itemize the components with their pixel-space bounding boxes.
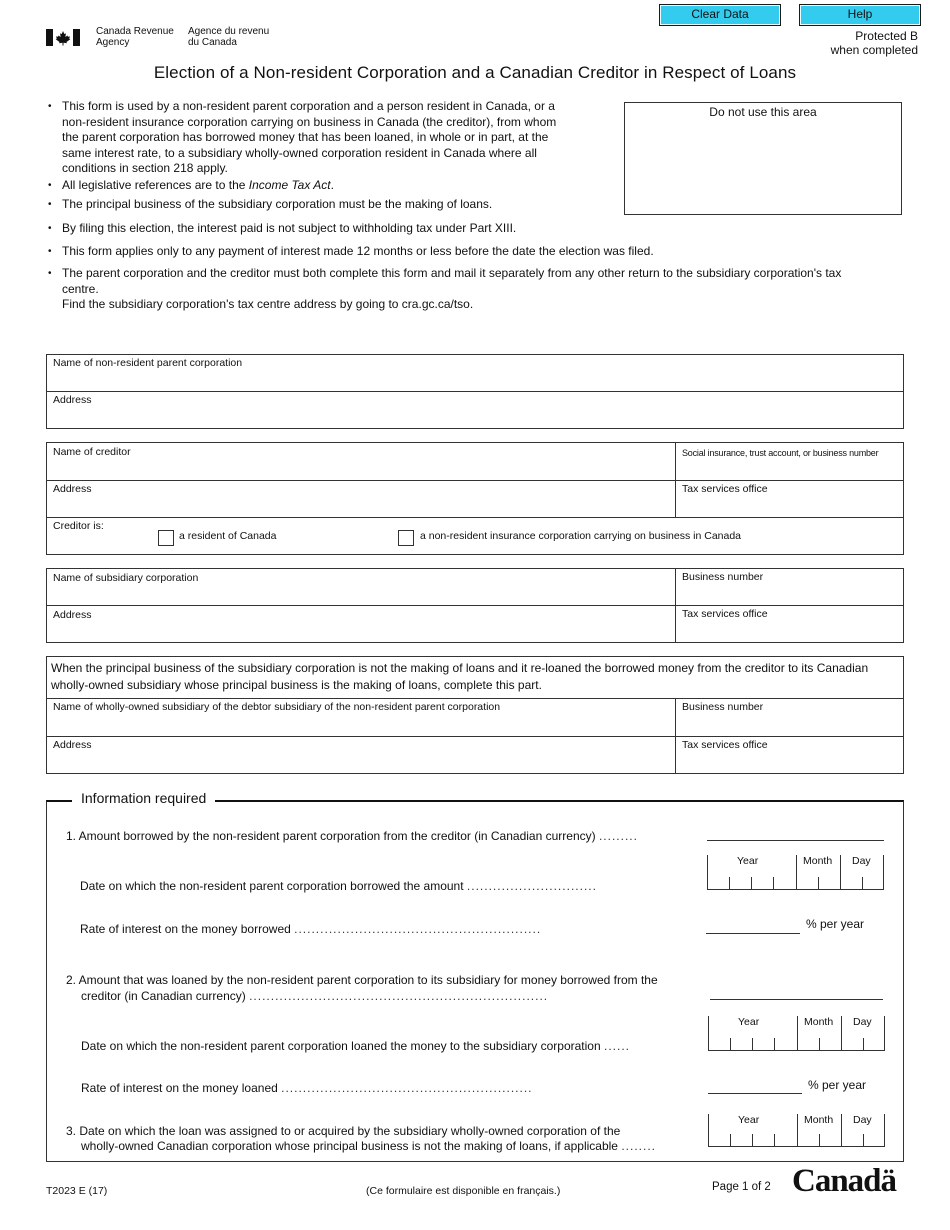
bullet-purpose: • This form is used by a non-resident parent corporation and a person resident in Canada, or a non-resident insurance corporation carrying on business in Canada (the creditor), from whom the parent corporation has borrowed money that has been loaned, in whole or in part, at the same interest rate, to a subsidiary wholly-owned corporation resident in Canada where all conditions in section 218 apply. (48, 99, 557, 175)
page-number: Page 1 of 2 (712, 1181, 771, 1193)
q2-rate-field[interactable] (708, 1075, 802, 1093)
q3-label: 3. Date on which the loan was assigned to or acquired by the subsidiary wholly-owned corporation of the wholly-owned Canadian corporation whose principal business is not the making of loans, if applicable ........ (66, 1124, 656, 1153)
clear-data-button[interactable]: Clear Data (659, 4, 781, 26)
parent-name-label: Name of non-resident parent corporation (53, 357, 243, 369)
wholly-owned-intro: When the principal business of the subsidiary corporation is not the making of loans and it re-loaned the borrowed money from the creditor to its Canadian wholly-owned subsidiary whose principal business is the making of loans, complete this part. (51, 661, 869, 692)
creditor-tso-field[interactable] (676, 481, 903, 516)
agency-name-en: Canada Revenue Agency (96, 26, 174, 48)
subsidiary-address-label: Address (53, 609, 92, 621)
agency-name-fr: Agence du revenu du Canada (188, 26, 270, 48)
bullet-principal-business: • The principal business of the subsidiary corporation must be the making of loans. (48, 197, 493, 211)
nonresident-insurance-label: a non-resident insurance corporation carrying on business in Canada (420, 530, 742, 542)
wholly-address-field[interactable] (47, 737, 674, 773)
bullet-legislative: • All legislative references are to the Income Tax Act. (48, 178, 334, 192)
wholly-tso-label: Tax services office (682, 739, 768, 751)
creditor-name-field[interactable] (47, 443, 674, 479)
q2-date-field[interactable]: Year Month Day (708, 1016, 885, 1051)
q1-date-field[interactable]: Year Month Day (707, 855, 884, 890)
q2-date-label: Date on which the non-resident parent corporation loaned the money to the subsidiary corporation ...... (81, 1039, 631, 1053)
creditor-name-label: Name of creditor (53, 446, 131, 458)
q1-rate-label: Rate of interest on the money borrowed ......................................................... (80, 922, 542, 936)
french-availability-note: (Ce formulaire est disponible en français.) (366, 1185, 561, 1197)
creditor-number-field[interactable] (676, 443, 903, 479)
form-title: Election of a Non-resident Corporation and a Canadian Creditor in Respect of Loans (153, 63, 797, 82)
subsidiary-name-label: Name of subsidiary corporation (53, 572, 199, 584)
creditor-address-field[interactable] (47, 481, 674, 516)
creditor-address-label: Address (53, 483, 92, 495)
wholly-tso-field[interactable] (676, 737, 903, 773)
q1-date-label: Date on which the non-resident parent corporation borrowed the amount .............................. (80, 879, 597, 893)
q2-label: 2. Amount that was loaned by the non-resident parent corporation to its subsidiary for money borrowed from the creditor (in Canadian currency) ..................................................................... (66, 973, 658, 1003)
bullet-12-months: • This form applies only to any payment of interest made 12 months or less before the date the election was filed. (48, 244, 654, 258)
q2-rate-label: Rate of interest on the money loaned .......................................................... (81, 1081, 533, 1095)
subsidiary-name-field[interactable] (47, 569, 674, 604)
wholly-name-field[interactable] (47, 699, 674, 735)
subsidiary-bn-label: Business number (682, 571, 764, 583)
subsidiary-tso-field[interactable] (676, 606, 903, 642)
wholly-address-label: Address (53, 739, 92, 751)
canada-flag-icon (46, 29, 80, 46)
creditor-is-label: Creditor is: (53, 520, 104, 532)
q2-per-year: % per year (808, 1078, 867, 1092)
canada-wordmark: Canadä (792, 1163, 897, 1199)
wholly-bn-label: Business number (682, 701, 764, 713)
creditor-number-label: Social insurance, trust account, or business number (682, 448, 879, 458)
bullet-mailing: • The parent corporation and the creditor must both complete this form and mail it separately from any other return to the subsidiary corporation's tax centre. Find the subsidiary corporation's tax centre address by going to cra.gc.ca/tso. (48, 266, 842, 311)
subsidiary-address-field[interactable] (47, 606, 674, 642)
parent-name-field[interactable] (47, 355, 903, 391)
help-button[interactable]: Help (799, 4, 921, 26)
resident-of-canada-label: a resident of Canada (179, 530, 277, 542)
parent-address-label: Address (53, 394, 92, 406)
resident-of-canada-checkbox[interactable] (158, 530, 174, 546)
information-required-title: Information required (72, 790, 215, 806)
q1-per-year: % per year (806, 917, 865, 931)
subsidiary-tso-label: Tax services office (682, 608, 768, 620)
q1-amount-field[interactable] (707, 822, 884, 840)
protected-notice: Protected B when completed (830, 29, 918, 57)
wholly-name-label: Name of wholly-owned subsidiary of the debtor subsidiary of the non-resident parent corporation (53, 701, 501, 713)
nonresident-insurance-checkbox[interactable] (398, 530, 414, 546)
office-use-area: Do not use this area (624, 102, 902, 215)
wholly-bn-field[interactable] (676, 699, 903, 735)
subsidiary-bn-field[interactable] (676, 569, 903, 604)
q3-date-field[interactable]: Year Month Day (708, 1114, 885, 1149)
q1-label: 1. Amount borrowed by the non-resident parent corporation from the creditor (in Canadian currency) ......... (66, 829, 638, 843)
creditor-tso-label: Tax services office (682, 483, 768, 495)
q2-amount-field[interactable] (710, 981, 883, 999)
q1-rate-field[interactable] (706, 915, 800, 933)
bullet-withholding: • By filing this election, the interest paid is not subject to withholding tax under Part XIII. (48, 221, 517, 235)
form-identifier: T2023 E (17) (46, 1185, 108, 1197)
parent-address-field[interactable] (47, 392, 903, 428)
